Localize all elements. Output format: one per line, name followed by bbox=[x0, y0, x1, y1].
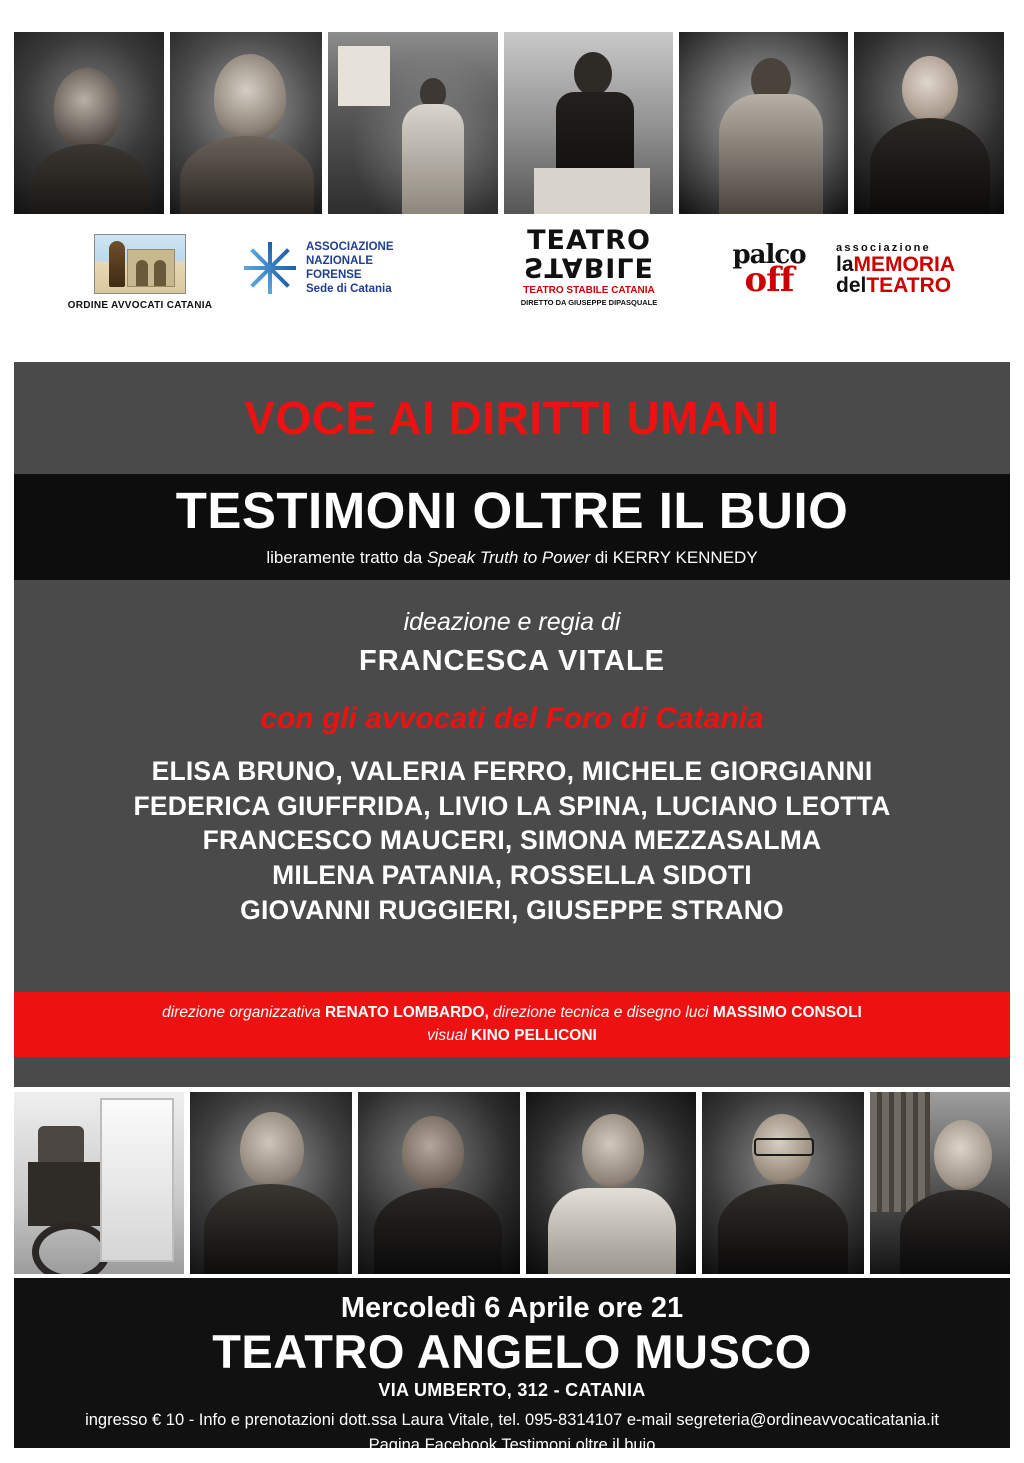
ideazione-label: ideazione e regia di bbox=[403, 607, 621, 636]
photo-top-5 bbox=[679, 32, 848, 214]
memoria-line-2 bbox=[836, 254, 1016, 275]
logo-teatro-stabile bbox=[469, 225, 709, 308]
photo-bottom-2 bbox=[190, 1092, 352, 1274]
top-photo-strip bbox=[14, 32, 1010, 214]
star-icon bbox=[244, 242, 296, 294]
tagline-pre: liberamente tratto da bbox=[266, 547, 427, 567]
photo-bottom-3 bbox=[358, 1092, 520, 1274]
logo-palco-off bbox=[704, 240, 834, 301]
anf-line-1: ASSOCIAZIONE bbox=[306, 241, 394, 253]
photo-bottom-1 bbox=[14, 1092, 184, 1274]
memoria-del: del bbox=[836, 274, 867, 298]
photo-top-4 bbox=[504, 32, 673, 214]
event-facebook: Pagina Facebook Testimoni oltre il buio bbox=[368, 1436, 656, 1455]
logo-ordine-caption: ORDINE AVVOCATI CATANIA bbox=[67, 300, 213, 311]
credits-block bbox=[14, 580, 1010, 929]
photo-bottom-5 bbox=[702, 1092, 864, 1274]
event-date: Mercoledì 6 Aprile ore 21 bbox=[340, 1292, 684, 1324]
production-credits-band bbox=[14, 992, 1010, 1058]
crest-icon bbox=[94, 234, 186, 294]
photo-top-2 bbox=[170, 32, 323, 214]
logo-ordine-avvocati bbox=[50, 234, 230, 311]
sponsor-logo-bar bbox=[14, 225, 1010, 338]
org-label: direzione organizzativa bbox=[162, 1003, 325, 1021]
event-info: ingresso € 10 - Info e prenotazioni dott.ssa Laura Vitale, tel. 095-8314107 e-mail segreteria@ordineavvocaticatania.it bbox=[85, 1411, 939, 1430]
tech-label: direzione tecnica e disegno luci bbox=[488, 1003, 713, 1021]
cast-list bbox=[14, 754, 1010, 929]
bottom-photo-strip bbox=[14, 1092, 1010, 1274]
cast-line: ELISA BRUNO, VALERIA FERRO, MICHELE GIORGIANNI bbox=[151, 755, 873, 786]
memoria-line-3 bbox=[836, 275, 1016, 296]
photo-bottom-6 bbox=[870, 1092, 1010, 1274]
org-name: RENATO LOMBARDO, bbox=[324, 1003, 489, 1021]
subtitle-band bbox=[14, 474, 1010, 580]
anf-line-4: Sede di Catania bbox=[306, 283, 392, 296]
memoria-word: MEMORIA bbox=[853, 253, 956, 276]
photo-bottom-4 bbox=[526, 1092, 696, 1274]
palco-word: palco bbox=[732, 240, 806, 270]
event-address: VIA UMBERTO, 312 - CATANIA bbox=[378, 1380, 646, 1401]
production-credits-line-2 bbox=[14, 1024, 1010, 1047]
logo-anf bbox=[244, 240, 494, 296]
tsc-director: DIRETTO DA GIUSEPPE DIPASQUALE bbox=[520, 298, 658, 308]
cast-line: FRANCESCO MAUCERI, SIMONA MEZZASALMA bbox=[202, 825, 822, 856]
tsc-word-top: TEATRO bbox=[527, 225, 651, 256]
tsc-subtitle: TEATRO STABILE CATANIA bbox=[523, 285, 655, 297]
visual-name: KINO PELLICONI bbox=[471, 1026, 597, 1044]
cast-intro-label: con gli avvocati del Foro di Catania bbox=[260, 701, 764, 735]
main-poster-panel bbox=[14, 362, 1010, 1087]
tsc-word-bottom: STABILE bbox=[524, 251, 654, 283]
logo-memoria-del-teatro bbox=[836, 242, 1016, 297]
anf-line-3: FORENSE bbox=[306, 269, 362, 282]
tagline-source: Speak Truth to Power bbox=[426, 547, 591, 567]
memoria-la: la bbox=[836, 253, 854, 276]
show-title: TESTIMONI OLTRE IL BUIO bbox=[175, 482, 849, 539]
anf-line-2: NAZIONALE bbox=[306, 255, 374, 268]
show-tagline bbox=[14, 548, 1010, 568]
cast-line: GIOVANNI RUGGIERI, GIUSEPPE STRANO bbox=[240, 895, 784, 926]
photo-top-3 bbox=[328, 32, 497, 214]
event-footer bbox=[14, 1278, 1010, 1455]
off-word: off bbox=[744, 260, 794, 301]
tagline-post: di KERRY KENNEDY bbox=[590, 547, 758, 567]
photo-top-6 bbox=[854, 32, 1004, 214]
memoria-teatro: TEATRO bbox=[866, 274, 952, 298]
title-band bbox=[14, 362, 1010, 474]
cast-line: FEDERICA GIUFFRIDA, LIVIO LA SPINA, LUCIANO LEOTTA bbox=[133, 790, 891, 821]
director-name: FRANCESCA VITALE bbox=[359, 644, 665, 677]
production-credits-line-1 bbox=[14, 1001, 1010, 1024]
photo-top-1 bbox=[14, 32, 164, 214]
visual-label: visual bbox=[427, 1026, 472, 1044]
tech-name: MASSIMO CONSOLI bbox=[712, 1003, 862, 1021]
page-title: VOCE AI DIRITTI UMANI bbox=[244, 392, 780, 444]
cast-line: MILENA PATANIA, ROSSELLA SIDOTI bbox=[272, 860, 752, 891]
event-venue: TEATRO ANGELO MUSCO bbox=[212, 1325, 812, 1378]
memoria-line-1: associazione bbox=[836, 242, 931, 254]
